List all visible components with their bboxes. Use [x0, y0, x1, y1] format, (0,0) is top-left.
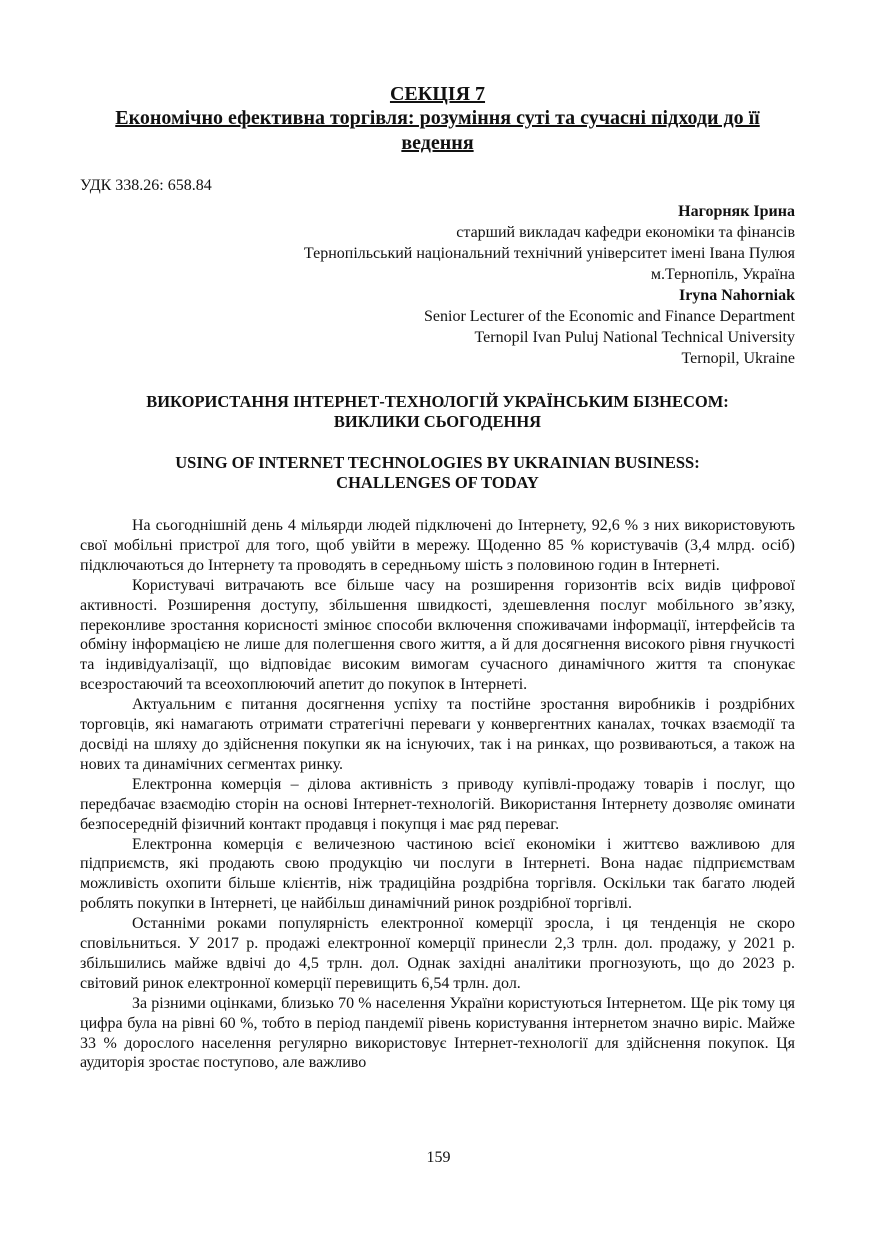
paragraph: Електронна комерція – ділова активність з приводу купівлі-продажу товарів і послуг, що передбачає взаємодію сторін на основі Інтернет-технологій. Використання Інтернету дозволяє оминати безпосередній фізичний контакт продавця і покупця і має ряд переваг. [80, 775, 795, 833]
page-content [80, 82, 795, 1073]
section-label: СЕКЦІЯ 7 [389, 83, 486, 105]
article-title-ua-line1: ВИКОРИСТАННЯ ІНТЕРНЕТ-ТЕХНОЛОГІЙ УКРАЇНСЬКИМ БІЗНЕСОМ: [146, 392, 729, 411]
paragraph: Користувачі витрачають все більше часу на розширення горизонтів всіх видів цифрової активності. Розширення доступу, збільшення швидкості, здешевлення послуг мобільного зв’язку, переконливе зростання корисності змінює способи включення споживачами інформації, інтерфейсів та обміну інформацією не лише для полегшення свого життя, а й для досягнення високого рівня гнучкості та індивідуалізації, що відповідає високим вимогам сучасного динамічного життя та спонукає всезростаючий та всеохоплюючий апетит до покупок в Інтернеті. [80, 576, 795, 694]
author-university-en: Ternopil Ivan Puluj National Technical University [474, 329, 795, 346]
author-city-ua: м.Тернопіль, Україна [650, 266, 795, 283]
article-title-en-line1: USING OF INTERNET TECHNOLOGIES BY UKRAINIAN BUSINESS: [175, 453, 700, 472]
page-number: 159 [426, 1149, 451, 1166]
author-name-ua: Нагорняк Ірина [678, 203, 795, 220]
paragraph: Електронна комерція є величезною частиною всієї економіки і життєво важливою для підприємств, які продають свою продукцію чи послуги в Інтернеті. Вона надає підприємствам можливість охопити більше клієнтів, ніж традиційна роздрібна торгівля. Оскільки так багато людей роблять покупки в Інтернеті, це найбільш динамічний ринок роздрібної торгівлі. [80, 835, 795, 913]
author-name-en: Iryna Nahorniak [678, 287, 795, 304]
author-city-en: Ternopil, Ukraine [681, 350, 795, 367]
author-position-ua: старший викладач кафедри економіки та фінансів [456, 224, 795, 241]
paragraph: На сьогоднішній день 4 мільярди людей підключені до Інтернету, 92,6 % з них використовують свої мобільні пристрої для того, щоб увійти в мережу. Щоденно 85 % користувачів (3,4 млрд. осіб) підключаються до Інтернету та проводять в середньому шість з половиною годин в Інтернеті. [80, 517, 795, 574]
author-position-en: Senior Lecturer of the Economic and Finance Department [424, 308, 795, 325]
paragraph: Останніми роками популярність електронної комерції зросла, і ця тенденція не скоро сповільниться. У 2017 р. продажі електронної комерції принесли 2,3 трлн. дол. продажу, у 2021 р. збільшились майже вдвічі до 4,5 трлн. дол. Однак західні аналітики прогнозують, що до 2023 р. світовий ринок електронної комерції перевищить 6,54 трлн. дол. [80, 915, 795, 992]
author-university-ua: Тернопільський національний технічний університет імені Івана Пулюя [303, 245, 795, 262]
article-title-en-line2: CHALLENGES OF TODAY [336, 473, 539, 492]
article-body [80, 516, 795, 1073]
section-title: Економічно ефективна торгівля: розуміння суті та сучасні підходи до її ведення [115, 107, 760, 154]
article-title-ua-line2: ВИКЛИКИ СЬОГОДЕННЯ [333, 412, 542, 431]
author-block [80, 201, 795, 369]
paragraph: Актуальним є питання досягнення успіху та постійне зростання виробників і роздрібних торговців, які намагають отримати стратегічні переваги у конвергентних каналах, точках взаємодії та досвіді на шляху до здійснення покупки як на існуючих, так і на ринках, що розвиваються, а також на нових та динамічних сегментах ринку. [80, 696, 795, 773]
article-title-ua [80, 392, 795, 432]
article-title-en [80, 453, 795, 493]
udk-code: УДК 338.26: 658.84 [80, 177, 212, 194]
paragraph: За різними оцінками, близько 70 % населення України користуються Інтернетом. Ще рік тому ця цифра була на рівні 60 %, тобто в період пандемії рівень користування інтернетом значно виріс. Майже 33 % дорослого населення регулярно використовує Інтернет-технології для здійснення покупок. Ця аудиторія зростає поступово, але важливо [80, 994, 795, 1072]
